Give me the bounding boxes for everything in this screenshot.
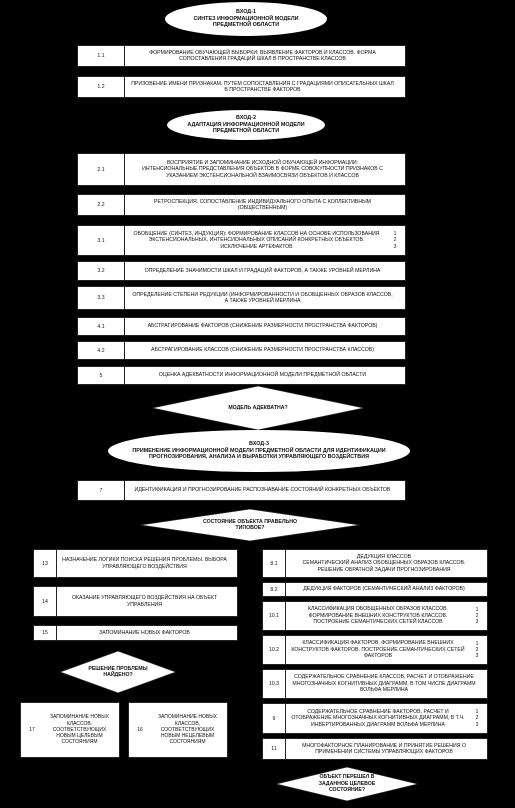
- block-2-1: [77, 153, 406, 186]
- ref-3: 3: [475, 619, 479, 626]
- block-10-2-num: 10.2: [263, 636, 286, 664]
- block-11-text: МНОГОФАКТОРНОЕ ПЛАНИРОВАНИЕ И ПРИНЯТИЕ РЕШЕНИЯ О ПРИМЕНЕНИИ СИСТЕМЫ УПРАВЛЯЮЩИХ ФАКТОРОВ: [302, 742, 466, 755]
- ref-1: 1: [475, 709, 479, 716]
- entry1-terminator: [165, 2, 327, 36]
- entry3-text: ПРИМЕНЕНИЕ ИНФОРМАЦИОННОЙ МОДЕЛИ ПРЕДМЕТНОЙ ОБЛАСТИ ДЛЯ ИДЕНТИФИКАЦИИ ПРОГНОЗИРОВАНИЯ, АНАЛИЗА И ВЫРАБОТКИ УПРАВЛЯЮЩЕГО ВОЗДЕЙСТВИЯ: [132, 447, 386, 461]
- block-15-num: 15: [34, 626, 57, 640]
- block-1-2-text: ПРИЗОВЕНИЕ ИМЕНИ ПРИЗНАКАМ. ПУТЕМ СОПОСТАВЛЕНИЯ С ГРАДАЦИЯМИ ОПИСАТЕЛЬНЫХ ШКАЛ В ПРОСТРАНСТВЕ ФАКТОРОВ: [131, 80, 394, 93]
- ref-3: 3: [393, 243, 397, 250]
- block-16-text: ЗАПОМИНАНИЕ НОВЫХ КЛАССОВ, СООТВЕТСТВУЮЩИХ НОВЫМ НЕЦЕЛЕВЫМ СОСТОЯНИЯМ: [157, 714, 217, 746]
- block-13-text: НАЗНАЧЕНИЕ ЛОГИКИ ПОИСКА РЕШЕНИЯ ПРОБЛЕМЫ. ВЫБОРА УПРАВЛЯЮЩЕГО ВОЗДЕЙСТВИЯ: [62, 557, 227, 570]
- ref-1: 1: [475, 640, 479, 647]
- block-9: [262, 703, 488, 734]
- block-16-num: 16: [137, 727, 143, 733]
- block-1-2-num: 1.2: [78, 77, 125, 97]
- block-7-num: 7: [78, 481, 125, 500]
- block-3-1-refs: [392, 226, 398, 255]
- block-17: [20, 702, 120, 758]
- block-3-3-text: ОПРЕДЕЛЕНИЕ СТЕПЕНИ РЕДУКЦИИ (ИНФОРМИРОВАННОСТИ И ОБОБЩЕННЫХ ОБРАЗОВ КЛАССОВ, А ТАКЖЕ УРОВНЕЙ МЕРЛИНА: [132, 291, 393, 304]
- entry2-terminator: [167, 110, 325, 140]
- entry2-title: ВХОД-2: [236, 115, 256, 122]
- ref-1: 1: [393, 231, 397, 238]
- block-4-1-num: 4.1: [78, 318, 125, 335]
- block-2-2: [77, 194, 406, 216]
- block-2-1-num: 2.1: [78, 154, 125, 185]
- ref-2: 2: [475, 646, 479, 653]
- block-3-1-num: 3.1: [78, 226, 125, 255]
- block-10-3-text: СОДЕРЖАТЕЛЬНОЕ СРАВНЕНИЕ КЛАССОВ, РАСЧЕТ И ОТОБРАЖЕНИЕ МНОГОЗНАЧНЫХ КОГНИТИВНЫХ ДИАГРАММ, В ТОМ ЧИСЛЕ ДИАГРАММ ВОЛЬФА МЕРЛИНА: [292, 674, 476, 694]
- entry3-terminator: [108, 430, 410, 472]
- block-8-1-num: 8.1: [263, 550, 286, 577]
- ref-3: 3: [475, 721, 479, 728]
- block-4-2-num: 4.2: [78, 342, 125, 359]
- block-2-1-text: ИНТЕНСИОНАЛЬНЫЕ ПРЕДСТАВЛЕНИЯ ОБЪЕКТОВ В ФОРМЕ СОВОКУПНОСТИ ПРИЗНАКОВ С УКАЗАНИЕМ ЭКСТЕНСИОНАЛЬНОЙ ВЗАИМОСВЯЗИ ОБЪЕКТОВ И КЛАССОВ: [142, 166, 383, 179]
- block-3-2: [77, 261, 406, 281]
- block-10-2: [262, 635, 488, 665]
- block-5-num: 5: [78, 367, 125, 384]
- decision4-text: ОБЪЕКТ ПЕРЕШЕЛ В ЗАДАННОЕ ЦЕЛЕВОЕ СОСТОЯНИЕ?: [318, 774, 376, 794]
- block-11-num: 11: [263, 739, 286, 759]
- decision3-text: РЕШЕНИЕ ПРОБЛЕМЫ НАЙДЕНО?: [88, 665, 148, 678]
- decision2-text: СОСТОЯНИЕ ОБЪЕКТА ПРАВЕЛЬНО ТИПОВОЕ?: [202, 518, 298, 531]
- block-10-2-refs: [474, 636, 480, 664]
- block-10-1-num: 10.1: [263, 602, 286, 630]
- block-10-1-text: КЛАССИФИКАЦИЯ ОБОБЩЕННЫХ ОБРАЗОВ КЛАССОВ. ФОРМИРОВАНИЕ ВНЕШНИХ КОНСТРУКТОВ КЛАССОВ. ПОСТРОЕНИЕ СЕМАНТИЧЕСКИХ СЕТЕЙ КЛАССОВ: [307, 606, 449, 626]
- block-8-2-num: 8.2: [263, 583, 286, 596]
- block-11: [262, 738, 488, 760]
- entry1-text: СИНТЕЗ ИНФОРМАЦИОННОЙ МОДЕЛИ ПРЕДМЕТНОЙ ОБЛАСТИ: [193, 15, 299, 29]
- block-1-1-text: ФОРМИРОВАНИЕ ОБУЧАЮЩЕЙ ВЫБОРКИ: ВЫЯВЛЕНИЕ ФАКТОРОВ И КЛАССОВ. ФОРМА СОПОСТАВЛЕНИЯ ГРАДАЦИЙ ШКАЛ В ПРОСТРАНСТВЕ КЛАССОВ: [149, 49, 376, 62]
- block-8-2: [262, 582, 488, 597]
- block-15-text: ЗАПОМИНАНИЕ НОВЫХ ФАКТОРОВ: [99, 629, 190, 636]
- block-4-1-text: АБСТРАГИРОВАНИЕ ФАКТОРОВ (СНИЖЕНИЕ РАЗМЕРНОСТИ ПРОСТРАНСТВА ФАКТОРОВ): [147, 323, 378, 330]
- block-8-1: [262, 549, 488, 578]
- block-14: [33, 586, 238, 617]
- block-7: [77, 480, 406, 501]
- block-17-text: ЗАПОМИНАНИЕ НОВЫХ КЛАССОВ, СООТВЕТСТВУЮЩИХ НОВЫМ ЦЕЛЕВЫМ СОСТОЯНИЯМ: [49, 714, 109, 746]
- entry3-title: ВХОД-3: [249, 441, 269, 448]
- block-2-1-body: [124, 154, 401, 185]
- block-9-text: СОДЕРЖАТЕЛЬНОЕ СРАВНЕНИЕ ФАКТОРОВ, РАСЧЕТ И ОТОБРАЖЕНИЕ МНОГОЗНАЧНЫХ КОГНИТИВНЫХ ДИАГРАММ, В Т.Ч. ИНВЕРТИРОВАННЫХ ДИАГРАММ ВОЛЬФА МЕРЛИНА: [291, 708, 465, 728]
- entry2-text: АДАПТАЦИЯ ИНФОРМАЦИОННОЙ МОДЕЛИ ПРЕДМЕТНОЙ ОБЛАСТИ: [187, 121, 305, 135]
- block-1-2: [77, 76, 406, 98]
- block-5: [77, 366, 406, 385]
- block-4-2: [77, 341, 406, 360]
- block-17-num: 17: [29, 727, 35, 733]
- ref-2: 2: [475, 612, 479, 619]
- block-3-3: [77, 286, 406, 310]
- block-3-2-num: 3.2: [78, 262, 125, 280]
- block-10-2-text: КЛАССИФИКАЦИЯ ФАКТОРОВ. ФОРМИРОВАНИЕ ВНЕШНИХ КОНСТРУКТОВ ФАКТОРОВ. ПОСТРОЕНИЕ СЕМАНТИЧЕСКИХ СЕТЕЙ ФАКТОРОВ: [291, 640, 465, 660]
- ref-2: 2: [393, 237, 397, 244]
- block-13-num: 13: [34, 550, 57, 577]
- block-2-2-num: 2.2: [78, 195, 125, 215]
- block-8-1-body: [285, 550, 483, 577]
- block-4-1: [77, 317, 406, 336]
- block-1-1-num: 1.1: [78, 46, 125, 66]
- block-5-text: ОЦЕНКА АДЕКВАТНОСТИ ИНФОРМАЦИОННОЙ МОДЕЛИ ПРЕДМЕТНОЙ ОБЛАСТИ: [158, 372, 367, 379]
- block-3-1-text: ОБОБЩЕНИЕ (СИНТЕЗ, ИНДУКЦИЯ): ФОРМИРОВАНИЕ КЛАССОВ НА ОСНОВЕ ИСПОЛЬЗОВАНИЯ ЭКСТЕНСИОНАЛЬНЫХ, ИНТЕНСИОНАЛЬНЫХ ОПИСАНИЙ КОНКРЕТНЫХ ОБЪЕКТОВ. ИСКЛЮЧЕНИЕ АРТЕФАКТОВ: [133, 230, 380, 250]
- ref-1: 1: [475, 606, 479, 613]
- block-3-3-num: 3.3: [78, 287, 125, 309]
- decision1-text: МОДЕЛЬ АДЕКВАТНА?: [228, 404, 288, 411]
- block-2-2-text: РЕТРОСПЕКЦИЯ. СОПОСТАВЛЕНИЕ ИНДИВИДУАЛЬНОГО ОПЫТА С КОЛЛЕКТИВНЫМ (ОБЩЕСТВЕННЫМ): [154, 198, 371, 211]
- block-14-text: ОКАЗАНИЕ УПРАВЛЯЮЩЕГО ВОЗДЕЙСТВИЯ НА ОБЪЕКТ УПРАВЛЕНИЯ: [71, 595, 218, 608]
- block-16: [128, 702, 228, 758]
- block-8-1-head: ДЕДУКЦИЯ КЛАССОВ: [356, 553, 412, 560]
- block-10-1: [262, 601, 488, 631]
- block-1-1: [77, 45, 406, 67]
- block-14-num: 14: [34, 587, 57, 616]
- block-3-2-text: ОПРЕДЕЛЕНИЕ ЗНАЧИМОСТИ ШКАЛ И ГРАДАЦИЙ ФАКТОРОВ, А ТАКЖЕ УРОВНЕЙ МЕРЛИНА: [144, 267, 381, 274]
- block-10-3: [262, 669, 488, 699]
- entry1-title: ВХОД-1: [236, 9, 256, 16]
- block-10-3-num: 10.3: [263, 670, 286, 698]
- ref-2: 2: [475, 715, 479, 722]
- block-9-refs: [474, 704, 480, 733]
- ref-3: 3: [475, 653, 479, 660]
- block-3-1: [77, 225, 406, 256]
- block-15: [33, 625, 238, 641]
- block-13: [33, 549, 238, 578]
- block-10-1-refs: [474, 602, 480, 630]
- block-7-text: ИДЕНТИФИКАЦИЯ И ПРОГНОЗИРОВАНИЕ РАСПОЗНАВАНИЕ СОСТОЯНИЙ КОНКРЕТНЫХ ОБЪЕКТОВ: [134, 487, 391, 494]
- block-8-2-text: ДЕДУКЦИЯ ФАКТОРОВ (СЕМАНТИЧЕСКИЙ АНАЛИЗ ФАКТОРОВ): [303, 586, 465, 593]
- block-8-1-text: СЕМАНТИЧЕСКИЙ АНАЛИЗ ОБОБЩЕННЫХ ОБРАЗОВ КЛАССОВ. РЕШЕНИЕ ОБРАТНОЙ ЗАДАЧИ ПРОГНОЗИРОВАНИЯ: [302, 560, 466, 573]
- block-4-2-text: АБСТРАГИРОВАНИЕ КЛАССОВ (СНИЖЕНИЕ РАЗМЕРНОСТИ ПРОСТРАНСТВА КЛАССОВ): [151, 347, 374, 354]
- block-9-num: 9: [263, 704, 286, 733]
- block-2-1-head: ВОСПРИЯТИЕ И ЗАПОМИНАНИЕ ИСХОДНОЙ ОБУЧАЮЩЕЙ ИНФОРМАЦИИ:: [166, 159, 359, 166]
